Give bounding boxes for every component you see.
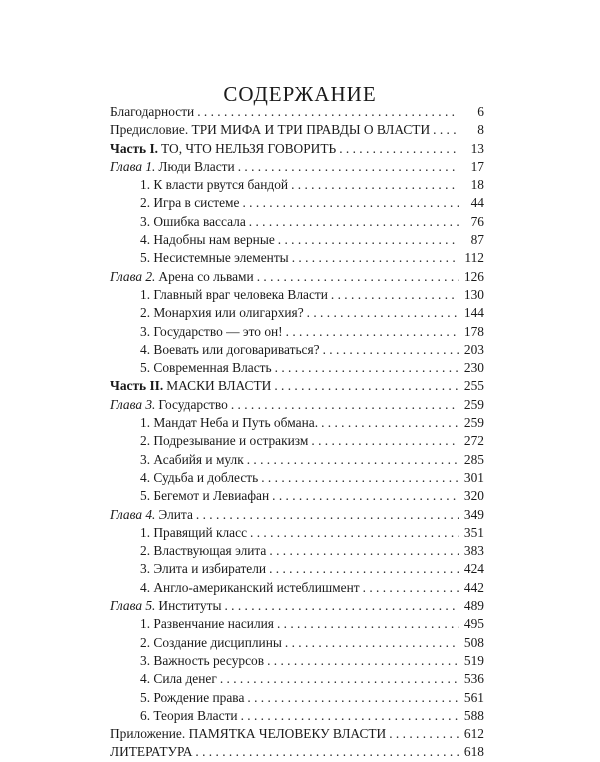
toc-entry [110, 396, 484, 414]
toc-entry-title: 5. Рождение права [140, 689, 245, 705]
toc-page-number: 203 [463, 341, 484, 357]
toc-entry [110, 103, 484, 121]
toc-entry-title: 2. Монархия или олигархия? [140, 305, 304, 321]
toc-entry [110, 725, 484, 743]
toc-page-number: 351 [463, 524, 484, 540]
toc-entry-title: МАСКИ ВЛАСТИ [166, 378, 272, 394]
toc-entry [110, 707, 484, 725]
toc-entry [110, 451, 484, 469]
toc-leader-dots [389, 725, 459, 743]
toc-entry [110, 121, 484, 139]
toc-entry [110, 414, 484, 432]
toc-page-number: 259 [463, 396, 484, 412]
toc-entry [110, 487, 484, 505]
toc-page-number: 126 [463, 268, 484, 284]
toc-page-number: 561 [463, 689, 484, 705]
toc-entry-title: 4. Воевать или договариваться? [140, 341, 320, 357]
toc-entry-title: 1. Мандат Неба и Путь обмана. [140, 415, 319, 431]
toc-leader-dots [285, 634, 459, 652]
toc-page-number: 495 [463, 616, 484, 632]
toc-page-number: 8 [477, 122, 484, 138]
toc-entry [110, 597, 484, 615]
toc-entry [110, 670, 484, 688]
toc-page-number: 424 [463, 561, 484, 577]
toc-entry-title: Люди Власти [158, 158, 235, 174]
toc-entry [110, 359, 484, 377]
toc-page-number: 87 [470, 232, 484, 248]
toc-entry-title: Приложение. ПАМЯТКА ЧЕЛОВЕКУ ВЛАСТИ [110, 726, 387, 742]
toc-entry [110, 286, 484, 304]
toc-leader-dots [321, 414, 459, 432]
toc-page-number: 349 [463, 506, 484, 522]
toc-page-number: 44 [470, 195, 484, 211]
toc-leader-dots [278, 231, 459, 249]
toc-page-number: 489 [463, 598, 484, 614]
toc-leader-dots [339, 140, 459, 158]
toc-entry-title: 1. Главный враг человека Власти [140, 286, 328, 302]
toc-entry-title: 5. Бегемот и Левиафан [140, 488, 270, 504]
toc-entry-title: 5. Современная Власть [140, 360, 272, 376]
toc-entry [110, 743, 484, 761]
toc-page-number: 76 [470, 213, 484, 229]
toc-page-number: 536 [463, 671, 484, 687]
toc-part-label: Часть II. [110, 378, 164, 394]
toc-entry-title: 6. Теория Власти [140, 707, 238, 723]
toc-entry-title: 3. Асабийя и мулк [140, 451, 244, 467]
toc-leader-dots [231, 396, 459, 414]
toc-chapter-label: Глава 2. [110, 268, 156, 284]
toc-page-number: 112 [464, 250, 484, 266]
toc-entry [110, 304, 484, 322]
toc-entry-title: 2. Властвующая элита [140, 543, 267, 559]
toc-leader-dots [241, 707, 459, 725]
toc-entry [110, 377, 484, 395]
toc-entry-title: 2. Создание дисциплины [140, 634, 282, 650]
toc-page-number: 272 [463, 433, 484, 449]
toc-entry-title: 1. Развенчание насилия [140, 616, 274, 632]
toc-leader-dots [247, 689, 459, 707]
toc-entry-title: 3. Важность ресурсов [140, 652, 265, 668]
toc-leader-dots [274, 377, 459, 395]
toc-entry-title: 3. Государство — это он! [140, 323, 283, 339]
toc-entry-title: Благодарности [110, 104, 195, 119]
toc-chapter-label: Глава 1. [110, 158, 156, 174]
toc-page-number: 588 [463, 707, 484, 723]
toc-page-number: 255 [463, 378, 484, 394]
toc-page-number: 519 [463, 652, 484, 668]
toc-page-number: 285 [463, 451, 484, 467]
toc-leader-dots [433, 121, 459, 139]
table-of-contents [110, 103, 484, 762]
toc-leader-dots [269, 560, 459, 578]
toc-entry-title: 2. Игра в системе [140, 195, 240, 211]
toc-chapter-label: Глава 3. [110, 396, 156, 412]
toc-leader-dots [224, 597, 459, 615]
toc-entry [110, 323, 484, 341]
toc-leader-dots [261, 469, 459, 487]
toc-page-number: 6 [477, 104, 484, 119]
toc-leader-dots [323, 341, 459, 359]
toc-entry-title: 1. К власти рвутся бандой [140, 177, 289, 193]
toc-page-number: 13 [470, 140, 484, 156]
toc-page-number: 508 [463, 634, 484, 650]
toc-entry [110, 652, 484, 670]
toc-page-number: 320 [463, 488, 484, 504]
toc-leader-dots [311, 432, 459, 450]
toc-entry [110, 689, 484, 707]
toc-leader-dots [286, 323, 459, 341]
toc-entry [110, 634, 484, 652]
toc-page-number: 17 [470, 158, 484, 174]
toc-entry-title: 3. Элита и избиратели [140, 561, 267, 577]
toc-entry [110, 579, 484, 597]
toc-leader-dots [196, 506, 459, 524]
toc-page-number: 130 [463, 286, 484, 302]
toc-leader-dots [195, 743, 459, 761]
toc-page-number: 144 [463, 305, 484, 321]
toc-chapter-label: Глава 4. [110, 506, 156, 522]
toc-leader-dots [220, 670, 459, 688]
page-title: СОДЕРЖАНИЕ [223, 82, 377, 107]
toc-leader-dots [307, 304, 459, 322]
toc-page-number: 618 [463, 744, 484, 760]
toc-entry-title: Элита [158, 506, 193, 522]
toc-page-number: 442 [463, 579, 484, 595]
toc-entry-title: ЛИТЕРАТУРА [110, 744, 193, 760]
toc-entry [110, 432, 484, 450]
toc-page-number: 383 [463, 543, 484, 559]
toc-leader-dots [272, 487, 459, 505]
toc-leader-dots [247, 451, 459, 469]
toc-leader-dots [250, 524, 459, 542]
toc-page-number: 259 [463, 415, 484, 431]
toc-entry [110, 341, 484, 359]
toc-leader-dots [292, 249, 459, 267]
toc-leader-dots [249, 213, 459, 231]
toc-entry [110, 194, 484, 212]
toc-entry [110, 506, 484, 524]
toc-entry-title: Институты [158, 598, 222, 614]
toc-entry [110, 615, 484, 633]
toc-entry-title: Предисловие. ТРИ МИФА И ТРИ ПРАВДЫ О ВЛАСТИ [110, 122, 431, 138]
toc-entry-title: Государство [158, 396, 228, 412]
toc-entry [110, 231, 484, 249]
toc-entry [110, 542, 484, 560]
toc-entry-title: 4. Сила денег [140, 671, 217, 687]
toc-leader-dots [363, 579, 459, 597]
toc-leader-dots [277, 615, 459, 633]
toc-page-number: 230 [463, 360, 484, 376]
toc-entry [110, 249, 484, 267]
toc-entry [110, 560, 484, 578]
toc-entry-title: 4. Надобны нам верные [140, 232, 275, 248]
toc-leader-dots [267, 652, 459, 670]
toc-page-number: 178 [463, 323, 484, 339]
toc-chapter-label: Глава 5. [110, 598, 156, 614]
toc-leader-dots [269, 542, 459, 560]
toc-entry [110, 524, 484, 542]
toc-entry [110, 268, 484, 286]
toc-leader-dots [238, 158, 459, 176]
toc-page-number: 612 [463, 726, 484, 742]
toc-leader-dots [275, 359, 459, 377]
toc-leader-dots [257, 268, 459, 286]
toc-entry-title: 3. Ошибка вассала [140, 213, 246, 229]
toc-entry-title: Арена со львами [158, 268, 254, 284]
toc-entry [110, 213, 484, 231]
toc-entry-title: 1. Правящий класс [140, 524, 248, 540]
toc-entry-title: 2. Подрезывание и остракизм [140, 433, 309, 449]
toc-entry [110, 469, 484, 487]
toc-entry-title: 5. Несистемные элементы [140, 250, 289, 266]
toc-entry-title: 4. Англо-американский истеблишмент [140, 579, 360, 595]
toc-leader-dots [242, 194, 459, 212]
toc-page-number: 18 [470, 177, 484, 193]
toc-leader-dots [291, 176, 459, 194]
toc-entry [110, 176, 484, 194]
toc-entry-title: 4. Судьба и доблесть [140, 469, 259, 485]
toc-page-number: 301 [463, 469, 484, 485]
toc-entry-title: ТО, ЧТО НЕЛЬЗЯ ГОВОРИТЬ [161, 140, 337, 156]
toc-part-label: Часть I. [110, 140, 159, 156]
toc-leader-dots [197, 103, 459, 121]
toc-entry [110, 140, 484, 158]
toc-entry [110, 158, 484, 176]
toc-leader-dots [331, 286, 459, 304]
